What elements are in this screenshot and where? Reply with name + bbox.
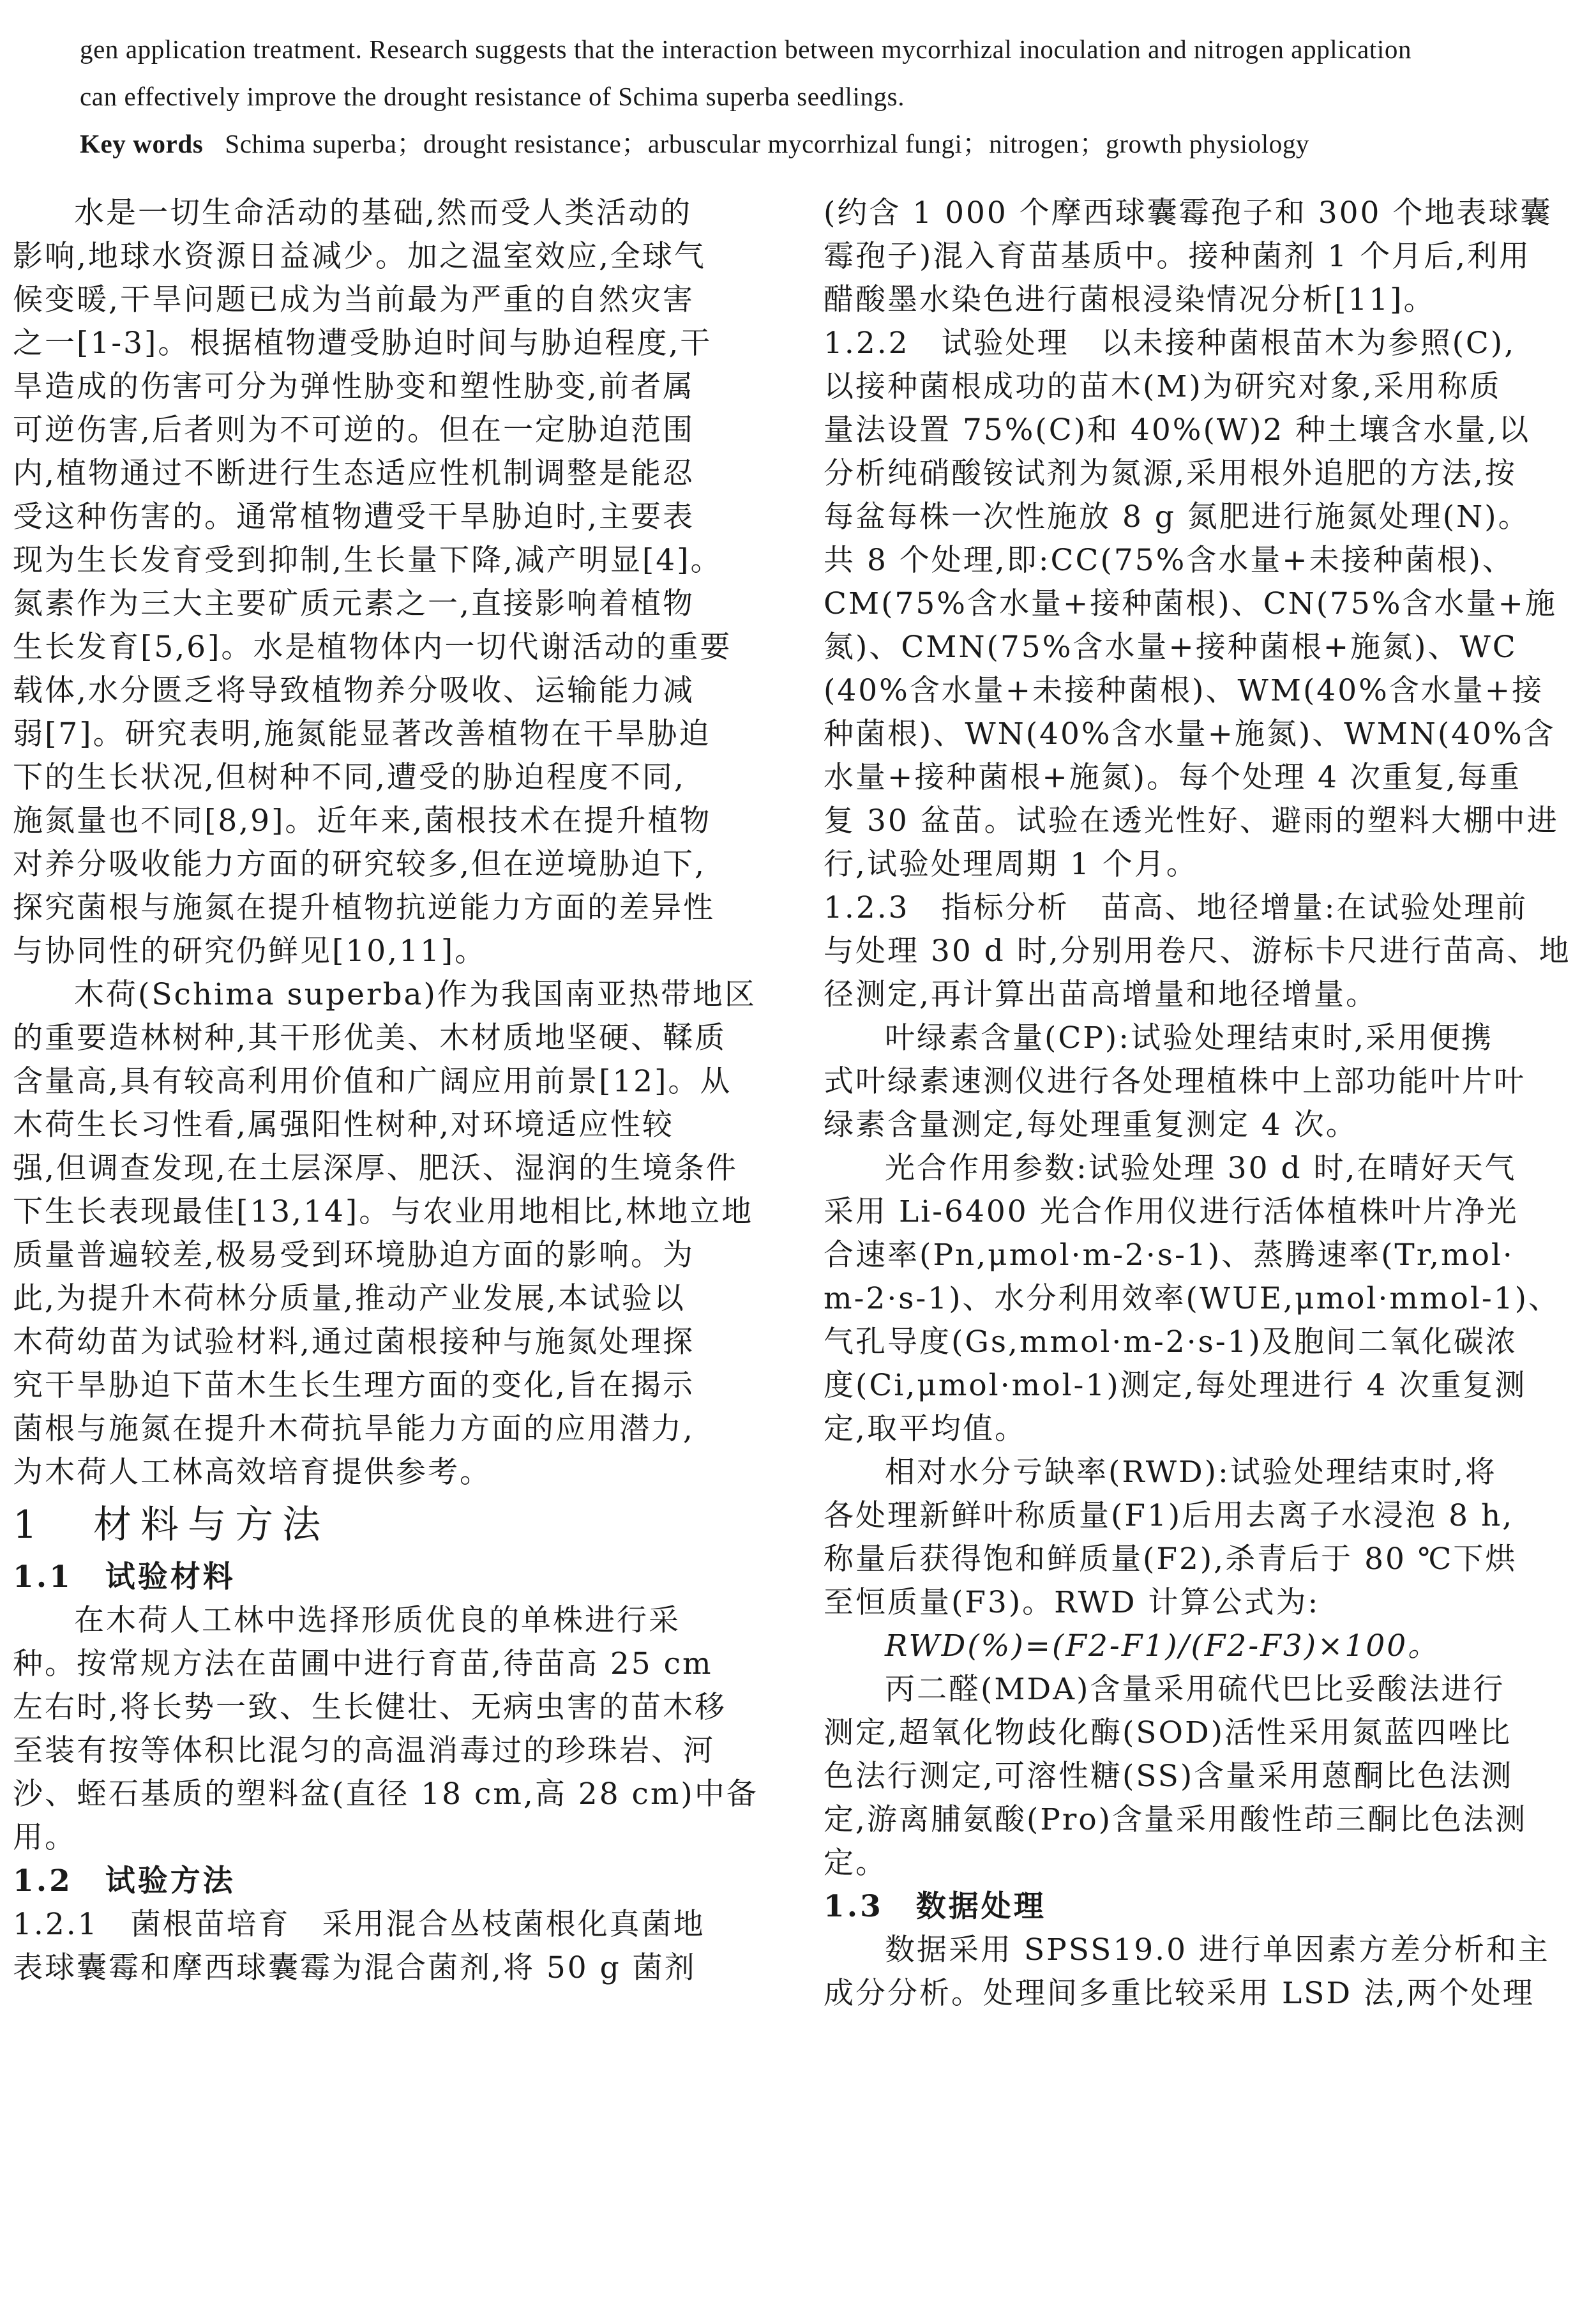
body-line: 定,取平均值。 [824,1411,1027,1446]
body-line: 水量+接种菌根+施氮)。每个处理 4 次重复,每重 [824,760,1521,795]
subsubsection-line: 1.2.1 菌根苗培育 采用混合丛枝菌根化真菌地 [13,1907,705,1942]
body-line: 定,游离脯氨酸(Pro)含量采用酸性茚三酮比色法测 [824,1802,1527,1837]
body-line: 生长发育[5,6]。水是植物体内一切代谢活动的重要 [13,630,732,665]
body-line: 称量后获得饱和鲜质量(F2),杀青后于 80 ℃下烘 [824,1542,1517,1577]
body-line: 式叶绿素速测仪进行各处理植株中上部功能叶片叶 [824,1064,1526,1099]
subsubsection-line: 1.2.3 指标分析 苗高、地径增量:在试验处理前 [824,890,1528,925]
body-line: 下的生长状况,但树种不同,遭受的胁迫程度不同, [13,760,686,795]
english-abstract [80,26,1523,167]
rwd-formula: RWD(%)=(F2-F1)/(F2-F3)×100。 [885,1628,1440,1664]
body-line: 复 30 盆苗。试验在透光性好、避雨的塑料大棚中进 [824,803,1559,838]
body-line: 弱[7]。研究表明,施氮能显著改善植物在干旱胁迫 [13,717,711,752]
body-line: 在木荷人工林中选择形质优良的单株进行采 [74,1603,681,1638]
body-line: 水是一切生命活动的基础,然而受人类活动的 [74,195,692,231]
body-line: 叶绿素含量(CP):试验处理结束时,采用便携 [885,1020,1494,1056]
body-line: 色法行测定,可溶性糖(SS)含量采用蒽酮比色法测 [824,1759,1514,1794]
body-line: 影响,地球水资源日益减少。加之温室效应,全球气 [13,239,706,274]
body-line: 共 8 个处理,即:CC(75%含水量+未接种菌根)、 [824,543,1514,578]
body-line: 沙、蛭石基质的塑料盆(直径 18 cm,高 28 cm)中备 [13,1777,758,1812]
body-line: (40%含水量+未接种菌根)、WM(40%含水量+接 [824,673,1544,708]
body-line: 气孔导度(Gs,mmol·m-2·s-1)及胞间二氧化碳浓 [824,1324,1517,1360]
body-line: 可逆伤害,后者则为不可逆的。但在一定胁迫范围 [13,413,695,448]
body-line: 木荷生长习性看,属强阳性树种,对环境适应性较 [13,1107,674,1142]
body-line: 数据采用 SPSS19.0 进行单因素方差分析和主 [885,1932,1550,1968]
body-line: 此,为提升木荷林分质量,推动产业发展,本试验以 [13,1281,686,1316]
keywords-label: Key words [80,129,204,158]
body-line: 霉孢子)混入育苗基质中。接种菌剂 1 个月后,利用 [824,239,1532,274]
body-line: 定。 [824,1846,887,1881]
subsubsection-line: 1.2.2 试验处理 以未接种菌根苗木为参照(C), [824,326,1516,361]
body-line: 相对水分亏缺率(RWD):试验处理结束时,将 [885,1455,1497,1490]
abstract-line: can effectively improve the drought resistance of Schima superba seedlings. [80,82,905,111]
section-heading: 1 材料与方法 [13,1503,330,1547]
subsection-heading: 1.2 试验方法 [13,1863,236,1899]
body-line: 含量高,具有较高利用价值和广阔应用前景[12]。从 [13,1064,732,1099]
body-line: 氮)、CMN(75%含水量+接种菌根+施氮)、WC [824,630,1517,665]
body-line: 度(Ci,μmol·mol-1)测定,每处理进行 4 次重复测 [824,1368,1527,1403]
body-line: 径测定,再计算出苗高增量和地径增量。 [824,977,1378,1012]
body-line: 木荷(Schima superba)作为我国南亚热带地区 [74,977,757,1012]
body-line: 木荷幼苗为试验材料,通过菌根接种与施氮处理探 [13,1324,695,1360]
body-line: 以接种菌根成功的苗木(M)为研究对象,采用称质 [824,369,1502,404]
body-line: 每盆每株一次性施放 8 g 氮肥进行施氮处理(N)。 [824,499,1530,535]
body-line: 对养分吸收能力方面的研究较多,但在逆境胁迫下, [13,847,706,882]
body-line: 与协同性的研究仍鲜见[10,11]。 [13,934,487,969]
body-line: 氮素作为三大主要矿质元素之一,直接影响着植物 [13,586,695,621]
body-line: 行,试验处理周期 1 个月。 [824,847,1198,882]
body-line: 质量普遍较差,极易受到环境胁迫方面的影响。为 [13,1238,695,1273]
body-line: 内,植物通过不断进行生态适应性机制调整是能忍 [13,456,695,491]
body-line: 旱造成的伤害可分为弹性胁变和塑性胁变,前者属 [13,369,695,404]
body-line: 究干旱胁迫下苗木生长生理方面的变化,旨在揭示 [13,1368,695,1403]
left-column [13,192,760,1990]
body-line: 绿素含量测定,每处理重复测定 4 次。 [824,1107,1358,1142]
body-line: 之一[1-3]。根据植物遭受胁迫时间与胁迫程度,干 [13,326,712,361]
body-line: 成分分析。处理间多重比较采用 LSD 法,两个处理 [824,1976,1535,2011]
body-line: 表球囊霉和摩西球囊霉为混合菌剂,将 50 g 菌剂 [13,1950,696,1985]
keywords-line [80,120,1523,167]
body-line: 现为生长发育受到抑制,生长量下降,减产明显[4]。 [13,543,723,578]
body-line: 的重要造林树种,其干形优美、木材质地坚硬、鞣质 [13,1020,726,1056]
abstract-line: gen application treatment. Research suggests that the interaction between mycorrhizal inoculation and nitrogen application [80,34,1412,64]
body-line: m-2·s-1)、水分利用效率(WUE,μmol·mmol-1)、 [824,1281,1560,1316]
body-line: CM(75%含水量+接种菌根)、CN(75%含水量+施 [824,586,1557,621]
body-line: 至恒质量(F3)。RWD 计算公式为: [824,1585,1320,1620]
right-column [824,192,1577,2015]
body-line: 载体,水分匮乏将导致植物养分吸收、运输能力减 [13,673,695,708]
body-line: 候变暖,干旱问题已成为当前最为严重的自然灾害 [13,282,695,317]
body-line: 菌根与施氮在提升木荷抗旱能力方面的应用潜力, [13,1411,695,1446]
body-line: 分析纯硝酸铵试剂为氮源,采用根外追肥的方法,按 [824,456,1517,491]
body-line: 种。按常规方法在苗圃中进行育苗,待苗高 25 cm [13,1646,713,1681]
body-line: 光合作用参数:试验处理 30 d 时,在晴好天气 [885,1151,1517,1186]
body-line: 合速率(Pn,μmol·m-2·s-1)、蒸腾速率(Tr,mol· [824,1238,1514,1273]
body-line: 至装有按等体积比混匀的高温消毒过的珍珠岩、河 [13,1733,715,1768]
body-line: 丙二醛(MDA)含量采用硫代巴比妥酸法进行 [885,1672,1505,1707]
subsection-heading: 1.3 数据处理 [824,1889,1046,1924]
body-line: 采用 Li-6400 光合作用仪进行活体植株叶片净光 [824,1194,1519,1229]
body-line: 测定,超氧化物歧化酶(SOD)活性采用氮蓝四唑比 [824,1715,1512,1750]
body-line: 强,但调查发现,在土层深厚、肥沃、湿润的生境条件 [13,1151,738,1186]
body-line: 量法设置 75%(C)和 40%(W)2 种土壤含水量,以 [824,413,1531,448]
body-line: (约含 1 000 个摩西球囊霉孢子和 300 个地表球囊 [824,195,1553,231]
keywords-items: Schima superba；drought resistance；arbuscular mycorrhizal fungi；nitrogen；growth physiology [225,129,1310,158]
body-line: 为木荷人工林高效培育提供参考。 [13,1455,492,1490]
body-line: 与处理 30 d 时,分别用卷尺、游标卡尺进行苗高、地 [824,934,1571,969]
body-line: 探究菌根与施氮在提升植物抗逆能力方面的差异性 [13,890,715,925]
body-line: 种菌根)、WN(40%含水量+施氮)、WMN(40%含 [824,717,1556,752]
body-line: 受这种伤害的。通常植物遭受干旱胁迫时,主要表 [13,499,695,535]
body-line: 左右时,将长势一致、生长健壮、无病虫害的苗木移 [13,1690,726,1725]
subsection-heading: 1.1 试验材料 [13,1559,236,1595]
body-line: 施氮量也不同[8,9]。近年来,菌根技术在提升植物 [13,803,712,838]
body-line: 用。 [13,1820,77,1855]
body-line: 醋酸墨水染色进行菌根浸染情况分析[11]。 [824,282,1436,317]
body-line: 下生长表现最佳[13,14]。与农业用地相比,林地立地 [13,1194,754,1229]
body-line: 各处理新鲜叶称质量(F1)后用去离子水浸泡 8 h, [824,1498,1514,1533]
